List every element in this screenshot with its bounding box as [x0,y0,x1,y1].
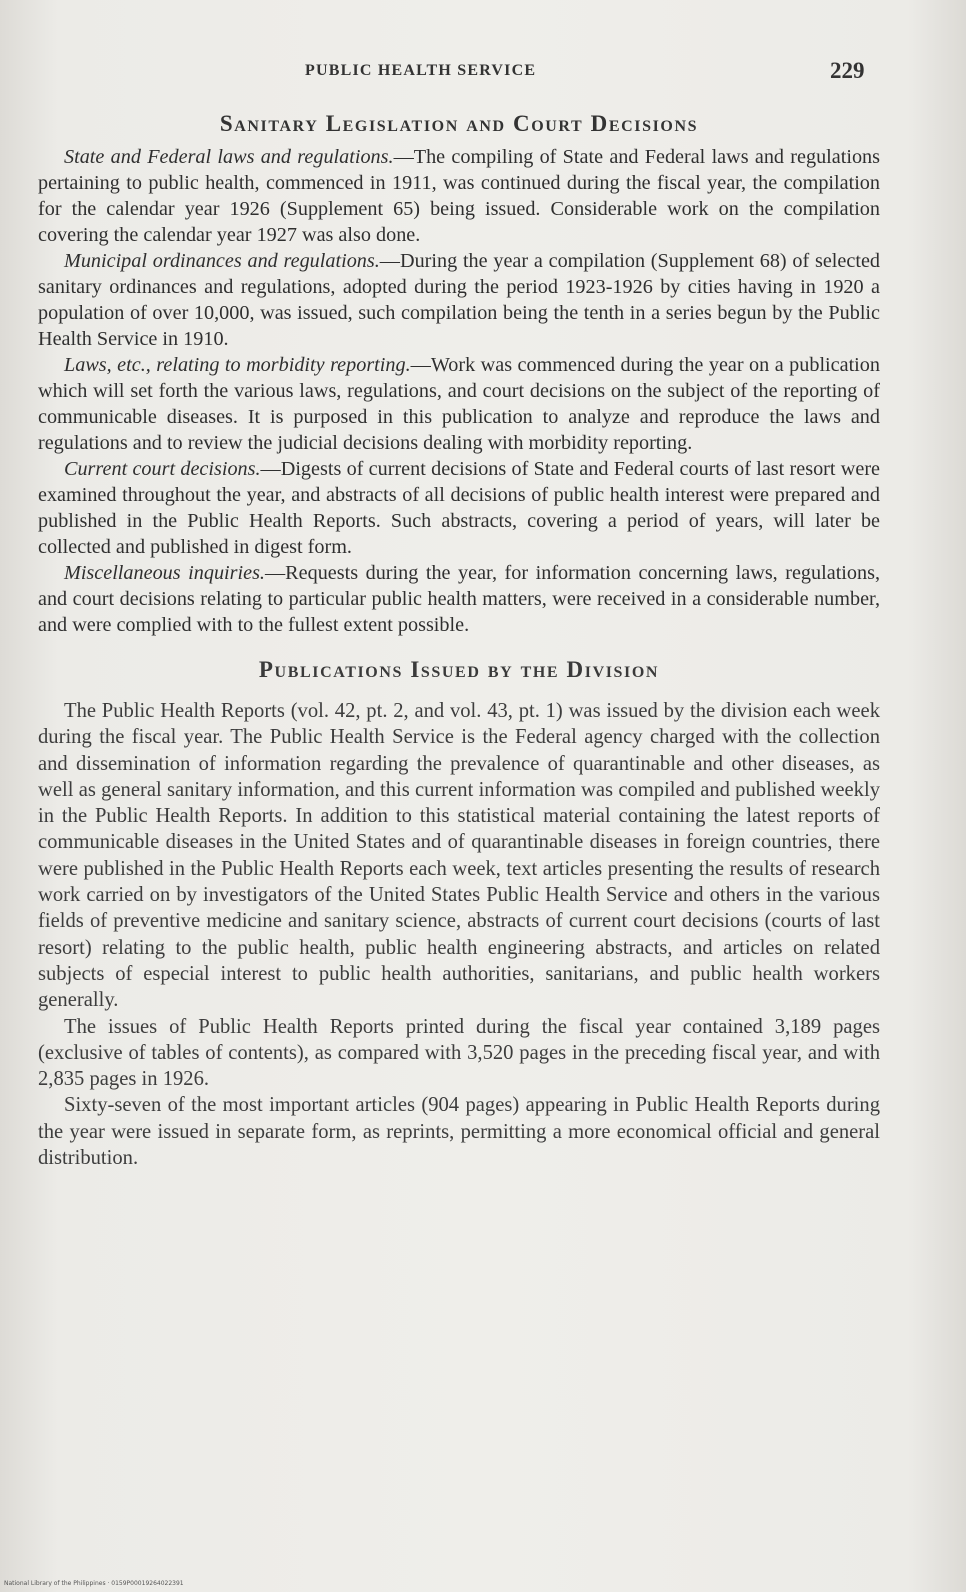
section-heading: Sanitary Legislation and Court Decisions [219,111,699,136]
page-number: 229 [830,58,865,83]
paragraph-page-counts [38,1014,880,1093]
paragraph-lead: State and Federal laws and regulations. [64,146,394,168]
paragraph-lead: Laws, etc., relating to morbidity reporting. [64,354,411,376]
paragraph-body: Sixty-seven of the most important articles (904 pages) appearing in Public Health Reports during the year were issued in separate form, as reprints, permitting a more economical official and general distribution. [38,1094,880,1170]
paragraph-lead: Miscellaneous inquiries. [64,562,265,584]
running-head [0,58,966,88]
paragraph-body: The Public Health Reports (vol. 42, pt. 2, and vol. 43, pt. 1) was issued by the division each week during the fiscal year. The Public Health Service is the Federal agency charged with the collection and dissemination of information regarding the prevalence of quarantinable and other diseases, as well as general sanitary information, and this current information was compiled and published weekly in the Public Health Reports. In addition to this statistical material containing the latest reports of communicable diseases in the United States and of quarantinable diseases in foreign countries, there were published in the Public Health Reports each week, text articles presenting the results of research work carried on by investigators of the United States Public Health Service and others in the various fields of preventive medicine and sanitary science, abstracts of current court decisions (courts of last resort) relating to the public health, public health engineering abstracts, and articles on related subjects of especial interest to public health authorities, sanitarians, and public health workers generally. [38,700,880,1012]
paragraph-body: —Digests of current decisions of State and Federal courts of last resort were examined throughout the year, and abstracts of all decisions of public health interest were prepared and published in the Public Health Reports. Such abstracts, covering a period of years, will later be collected and published in digest form. [38,458,881,558]
paragraph-body: The issues of Public Health Reports printed during the fiscal year contained 3,189 pages (exclusive of tables of contents), as compared with 3,520 pages in the preceding fiscal year, and with 2,835 pages in 1926. [38,1015,880,1091]
paragraph-body: —Work was commenced during the year on a publication which will set forth the various laws, regulations, and court decisions on the subject of the reporting of communicable diseases. It is purposed in this publication to analyze and reproduce the laws and regulations and to review the judicial decisions dealing with morbidity reporting. [38,354,880,454]
paragraph-court-decisions [38,456,880,560]
paragraph-reprints [38,1092,880,1171]
paragraph-lead: Municipal ordinances and regulations. [64,250,380,272]
paragraph-lead: Current court decisions. [64,458,261,480]
section-publications [38,656,880,1171]
section-sanitary-legislation [38,110,880,638]
scan-footer: National Library of the Philippines · 0159P00019264022391 [4,1580,184,1587]
paragraph-body: —The compiling of State and Federal laws and regulations pertaining to public health, commenced in 1911, was continued during the fiscal year, the compilation for the calendar year 1926 (Supplement 65) being issued. Considerable work on the compilation covering the calendar year 1927 was also done. [38,146,881,246]
page-body [38,110,880,1171]
paragraph-body: —During the year a compilation (Supplement 68) of selected sanitary ordinances and regulations, adopted during the period 1923-1926 by cities having in 1920 a population of over 10,000, was issued, such compilation being the tenth in a series begun by the Public Health Service in 1910. [38,250,881,350]
paragraph-body: —Requests during the year, for information concerning laws, regulations, and court decisions relating to particular public health matters, were received in a considerable number, and were complied with to the fullest extent possible. [38,562,880,636]
running-title: PUBLIC HEALTH SERVICE [305,62,537,79]
paragraph-public-health-reports [38,698,880,1014]
paragraph-municipal-ordinances [38,248,880,352]
paragraph-morbidity-reporting [38,352,880,456]
section-heading: Publications Issued by the Division [258,657,660,682]
paragraph-miscellaneous-inquiries [38,560,880,638]
paragraph-state-federal-laws [38,144,880,248]
